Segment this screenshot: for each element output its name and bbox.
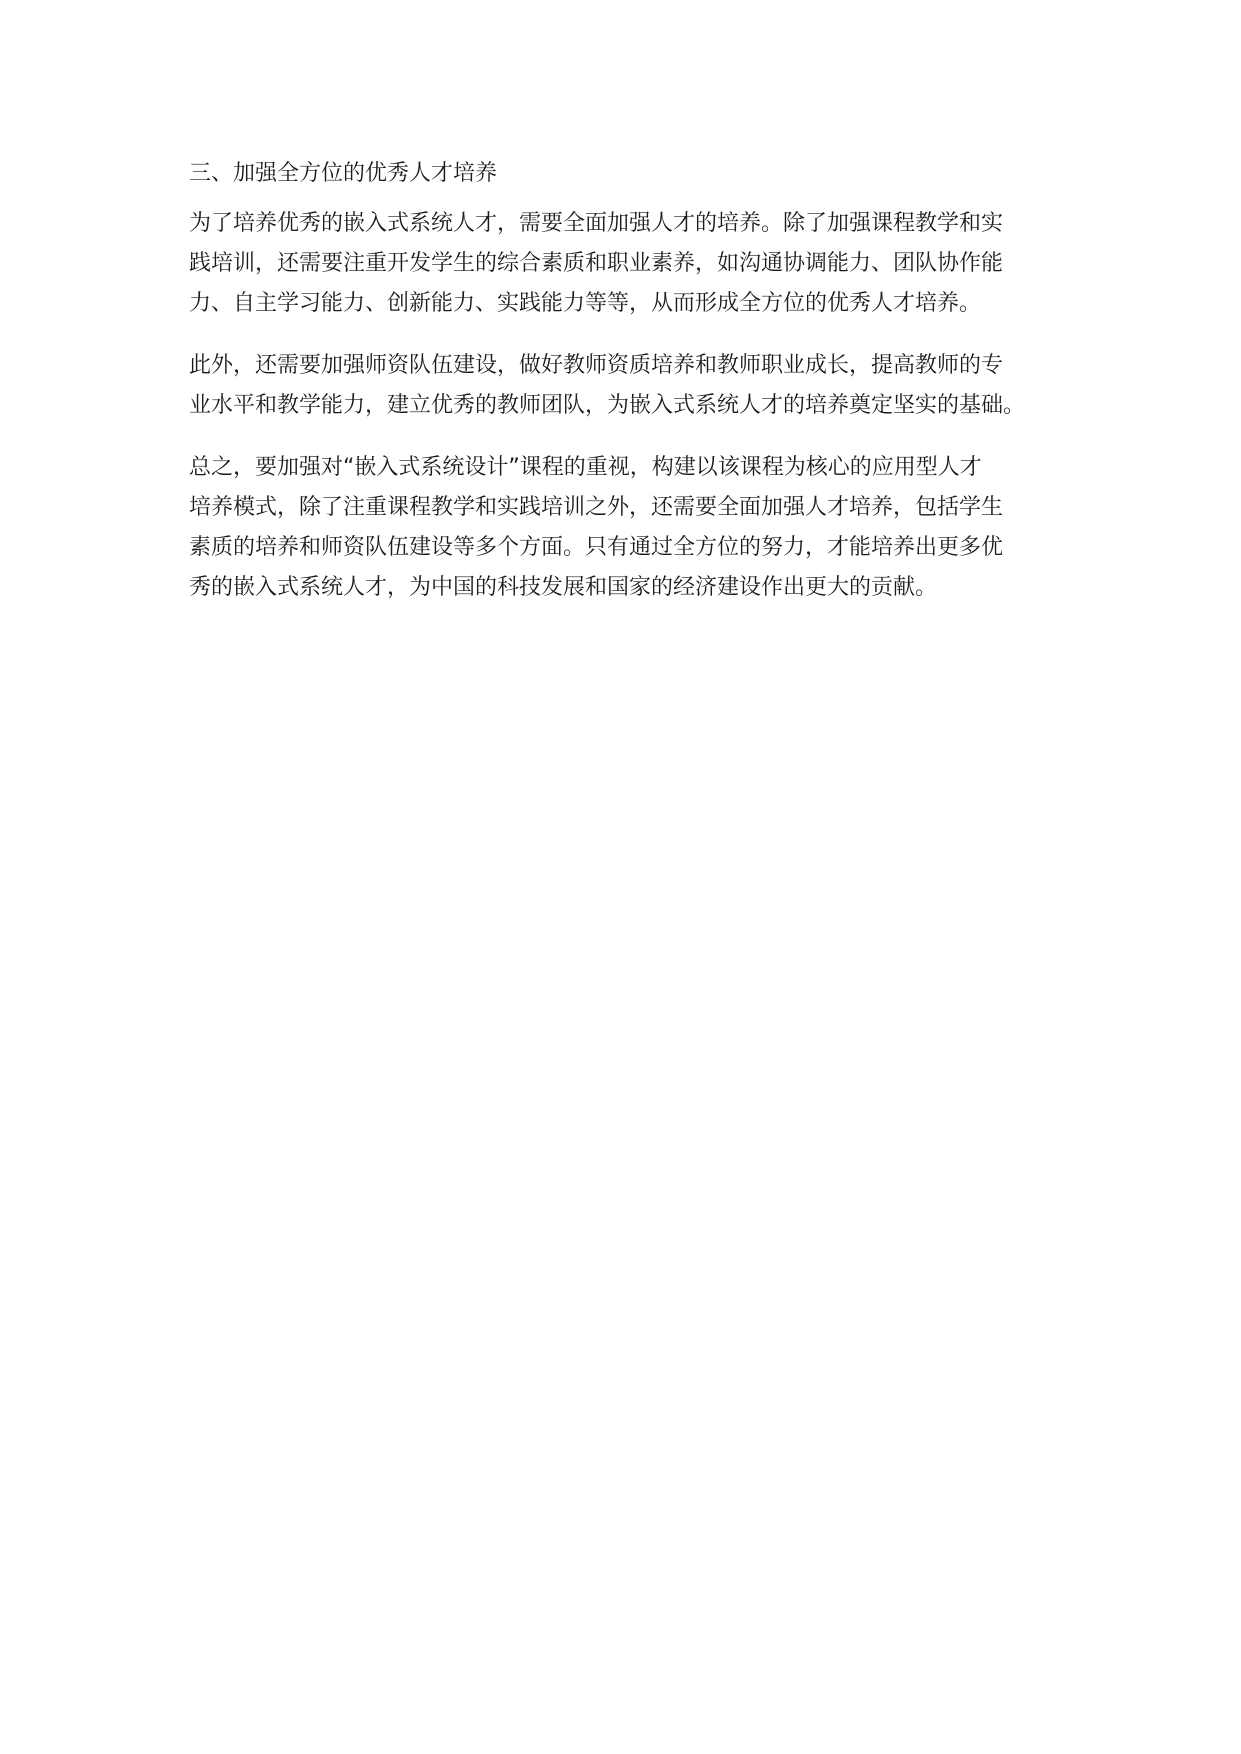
paragraph-line: 业水平和教学能力，建立优秀的教师团队，为嵌入式系统人才的培养奠定坚实的基础。	[189, 393, 1026, 418]
document-body	[189, 154, 1089, 630]
paragraph-line: 总之，要加强对“嵌入式系统设计”课程的重视，构建以该课程为核心的应用型人才	[189, 455, 982, 480]
paragraph-line: 素质的培养和师资队伍建设等多个方面。只有通过全方位的努力，才能培养出更多优	[189, 535, 1004, 560]
paragraph-line: 此外，还需要加强师资队伍建设，做好教师资质培养和教师职业成长，提高教师的专	[189, 353, 1004, 378]
paragraph-line: 秀的嵌入式系统人才，为中国的科技发展和国家的经济建设作出更大的贡献。	[189, 575, 938, 600]
paragraph-line: 培养模式，除了注重课程教学和实践培训之外，还需要全面加强人才培养，包括学生	[189, 495, 1004, 520]
paragraph-2	[189, 346, 1089, 426]
section-heading: 三、加强全方位的优秀人才培养	[189, 161, 498, 186]
paragraph-3	[189, 448, 1089, 608]
paragraph-line: 力、自主学习能力、创新能力、实践能力等等，从而形成全方位的优秀人才培养。	[189, 291, 982, 316]
paragraph-1	[189, 204, 1089, 324]
paragraph-line: 践培训，还需要注重开发学生的综合素质和职业素养，如沟通协调能力、团队协作能	[189, 251, 1004, 276]
paragraph-line: 为了培养优秀的嵌入式系统人才，需要全面加强人才的培养。除了加强课程教学和实	[189, 211, 1004, 236]
